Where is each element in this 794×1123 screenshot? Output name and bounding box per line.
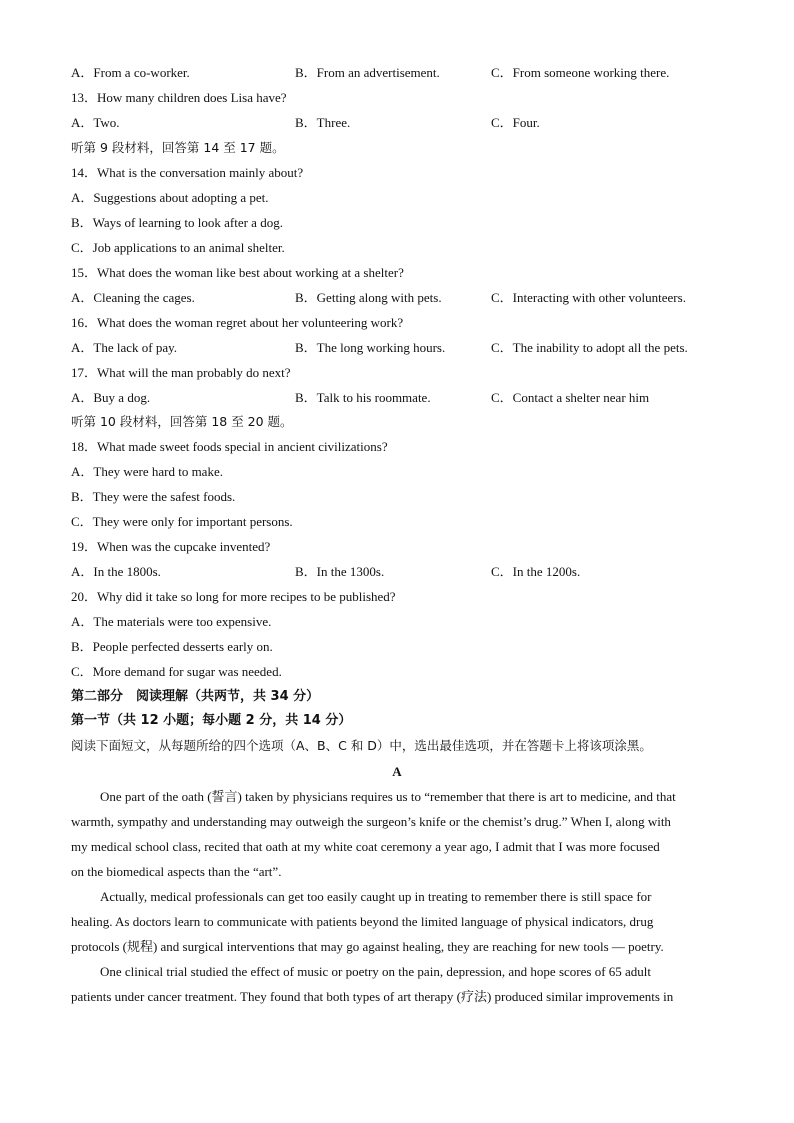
q19-option-a: A．In the 1800s. <box>71 564 161 579</box>
q20-option-b: B．People perfected desserts early on. <box>71 639 273 654</box>
q19-option-c: C．In the 1200s. <box>491 564 581 579</box>
passage-line-1: One part of the oath (誓言) taken by physicians requires us to “remember that there is art to medicine, and that <box>100 789 676 804</box>
q15-option-c: C．Interacting with other volunteers. <box>491 290 686 305</box>
part-2-instructions: 阅读下面短文，从每题所给的四个选项（A、B、C 和 D）中，选出最佳选项，并在答题卡上将该项涂黑。 <box>71 738 652 753</box>
q19-option-b: B．In the 1300s. <box>295 564 385 579</box>
q16-stem: 16．What does the woman regret about her volunteering work? <box>71 315 404 330</box>
q17-stem: 17．What will the man probably do next? <box>71 365 291 380</box>
q16-option-b: B．The long working hours. <box>295 340 446 355</box>
q19-stem: 19．When was the cupcake invented? <box>71 539 271 554</box>
q14-option-a: A．Suggestions about adopting a pet. <box>71 190 269 205</box>
passage-line-8: One clinical trial studied the effect of music or poetry on the pain, depression, and hope scores of 65 adult <box>100 964 652 979</box>
passage-line-6: healing. As doctors learn to communicate with patients beyond the limited language of physical indicators, drug <box>71 914 654 929</box>
q18-option-c: C．They were only for important persons. <box>71 514 293 529</box>
q12-option-a: A．From a co-worker. <box>71 65 190 80</box>
q18-option-b: B．They were the safest foods. <box>71 489 236 504</box>
q18-stem: 18．What made sweet foods special in ancient civilizations? <box>71 439 388 454</box>
q14-stem: 14．What is the conversation mainly about? <box>71 165 304 180</box>
q13-option-a: A．Two. <box>71 115 120 130</box>
q16-option-c: C．The inability to adopt all the pets. <box>491 340 688 355</box>
q16-option-a: A．The lack of pay. <box>71 340 178 355</box>
q15-option-b: B．Getting along with pets. <box>295 290 442 305</box>
q18-option-a: A．They were hard to make. <box>71 464 223 479</box>
passage-line-9: patients under cancer treatment. They found that both types of art therapy (疗法) produced similar improvements in <box>71 989 674 1004</box>
q20-option-a: A．The materials were too expensive. <box>71 614 272 629</box>
q13-option-c: C．Four. <box>491 115 540 130</box>
q19-options <box>71 562 731 582</box>
section-9-heading: 听第 9 段材料，回答第 14 至 17 题。 <box>71 140 285 155</box>
q17-options <box>71 388 731 408</box>
q12-option-b: B．From an advertisement. <box>295 65 440 80</box>
q12-options <box>71 63 731 83</box>
q20-stem: 20．Why did it take so long for more recipes to be published? <box>71 589 396 604</box>
q12-option-c: C．From someone working there. <box>491 65 670 80</box>
q16-options <box>71 338 731 358</box>
passage-line-5: Actually, medical professionals can get too easily caught up in treating to remember there is still space for <box>100 889 652 904</box>
q15-stem: 15．What does the woman like best about working at a shelter? <box>71 265 404 280</box>
passage-line-3: my medical school class, recited that oath at my white coat ceremony a year ago, I admit that I was more focused <box>71 839 660 854</box>
q17-option-b: B．Talk to his roommate. <box>295 390 431 405</box>
passage-line-4: on the biomedical aspects than the “art”. <box>71 864 282 879</box>
q13-options <box>71 113 731 133</box>
q15-options <box>71 288 731 308</box>
q17-option-a: A．Buy a dog. <box>71 390 151 405</box>
passage-line-7: protocols (规程) and surgical interventions that may go against healing, they are reaching for new tools — poetry. <box>71 939 664 954</box>
q13-stem: 13．How many children does Lisa have? <box>71 90 287 105</box>
q15-option-a: A．Cleaning the cages. <box>71 290 195 305</box>
q14-option-c: C．Job applications to an animal shelter. <box>71 240 285 255</box>
part-2-section-1-title: 第一节（共 12 小题；每小题 2 分，共 14 分） <box>71 713 352 728</box>
part-2-title: 第二部分 阅读理解（共两节，共 34 分） <box>71 689 320 704</box>
q14-option-b: B．Ways of learning to look after a dog. <box>71 215 283 230</box>
passage-line-2: warmth, sympathy and understanding may outweigh the surgeon’s knife or the chemist’s drug.” When I, along with <box>71 814 671 829</box>
q13-option-b: B．Three. <box>295 115 351 130</box>
passage-label: A <box>392 764 402 779</box>
section-10-heading: 听第 10 段材料，回答第 18 至 20 题。 <box>71 414 293 429</box>
q20-option-c: C．More demand for sugar was needed. <box>71 664 282 679</box>
q17-option-c: C．Contact a shelter near him <box>491 390 650 405</box>
